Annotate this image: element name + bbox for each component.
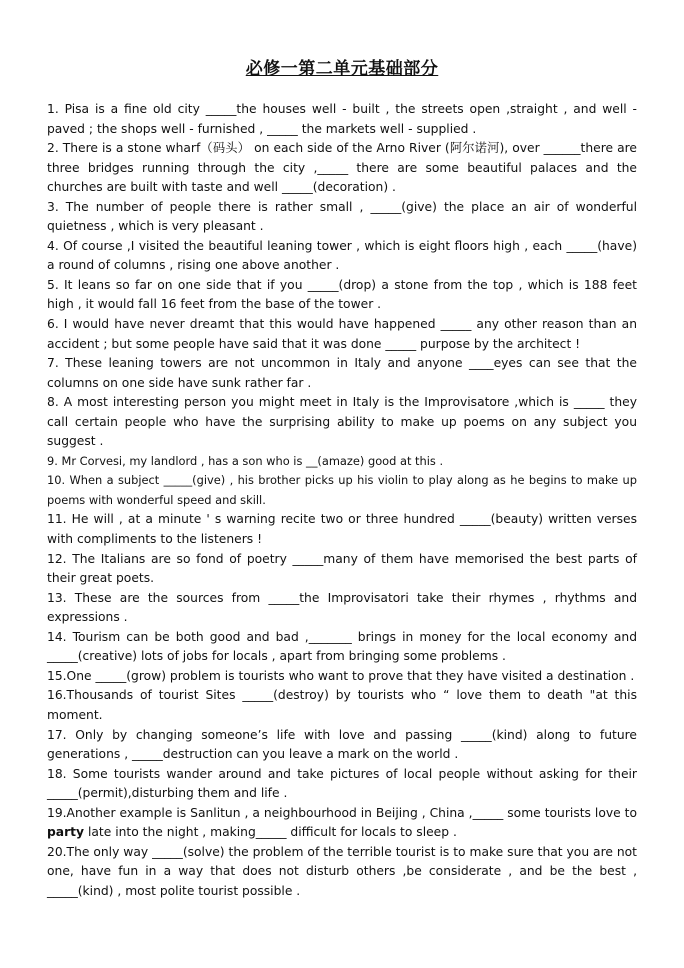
- question-20: 20.The only way _____(solve) the problem of the terrible tourist is to make sure that you are not one, have fun in a way that does not disturb others ,be considerate , and be the best , _____(kind) , most polite tourist possible .: [47, 844, 637, 898]
- question-2: 2. There is a stone wharf（码头） on each side of the Arno River (阿尔诺河), over ______there are three bridges running through the city ,_____ there are some beautiful palaces and the churches are built with taste and well _____(decoration) .: [47, 141, 637, 195]
- question-14: 14. Tourism can be both good and bad ,_______ brings in money for the local economy and _____(creative) lots of jobs for locals , apart from bringing some problems .: [47, 629, 637, 664]
- question-19-bold-word: party: [47, 825, 85, 840]
- question-9: 9. Mr Corvesi, my landlord , has a son who is __(amaze) good at this .: [47, 453, 444, 468]
- question-6: 6. I would have never dreamt that this would have happened _____ any other reason than an accident ; but some people have said that it was done _____ purpose by the architect !: [47, 317, 637, 351]
- question-1: 1. Pisa is a fine old city _____the houses well - built , the streets open ,straight , and well - paved ; the shops well - furnished , _____ the markets well - supplied .: [47, 102, 637, 136]
- question-10: 10. When a subject _____(give) , his brother picks up his violin to play along as he begins to make up poems with wonderful speed and skill.: [47, 473, 637, 507]
- question-5: 5. It leans so far on one side that if you _____(drop) a stone from the top , which is 188 feet high , it would fall 16 feet from the base of the tower .: [47, 277, 637, 312]
- question-4: 4. Of course ,I visited the beautiful leaning tower , which is eight floors high , each _____(have) a round of columns , rising one above another .: [47, 238, 637, 273]
- question-13: 13. These are the sources from _____the Improvisatori take their rhymes , rhythms and expressions .: [47, 590, 637, 625]
- question-16: 16.Thousands of tourist Sites _____(destroy) by tourists who “ love them to death "at this moment.: [47, 688, 637, 722]
- question-list: [47, 100, 637, 901]
- question-18: 18. Some tourists wander around and take pictures of local people without asking for their _____(permit),disturbing them and life .: [47, 766, 637, 801]
- question-11: 11. He will , at a minute ' s warning recite two or three hundred _____(beauty) written verses with compliments to the listeners !: [47, 512, 637, 547]
- question-19: [47, 804, 637, 843]
- question-15: 15.One _____(grow) problem is tourists who want to prove that they have visited a destination .: [47, 668, 635, 683]
- page-title: 必修一第二单元基础部分: [245, 59, 439, 79]
- question-7: 7. These leaning towers are not uncommon in Italy and anyone ____eyes can see that the columns on one side have sunk rather far .: [47, 356, 637, 390]
- question-19-before: 19.Another example is Sanlitun , a neighbourhood in Beijing , China ,_____ some tourists love to: [47, 805, 637, 820]
- question-12: 12. The Italians are so fond of poetry _____many of them have memorised the best parts of their great poets.: [47, 551, 637, 586]
- question-3: 3. The number of people there is rather small , _____(give) the place an air of wonderful quietness , which is very pleasant .: [47, 199, 637, 234]
- question-17: 17. Only by changing someone’s life with love and passing _____(kind) along to future generations , _____destruction can you leave a mark on the world .: [47, 727, 637, 762]
- question-19-after: late into the night , making_____ difficult for locals to sleep .: [84, 825, 457, 840]
- question-8: 8. A most interesting person you might meet in Italy is the Improvisatore ,which is _____ they call certain people who have the surprising ability to make up poems on any subject you suggest .: [47, 395, 637, 449]
